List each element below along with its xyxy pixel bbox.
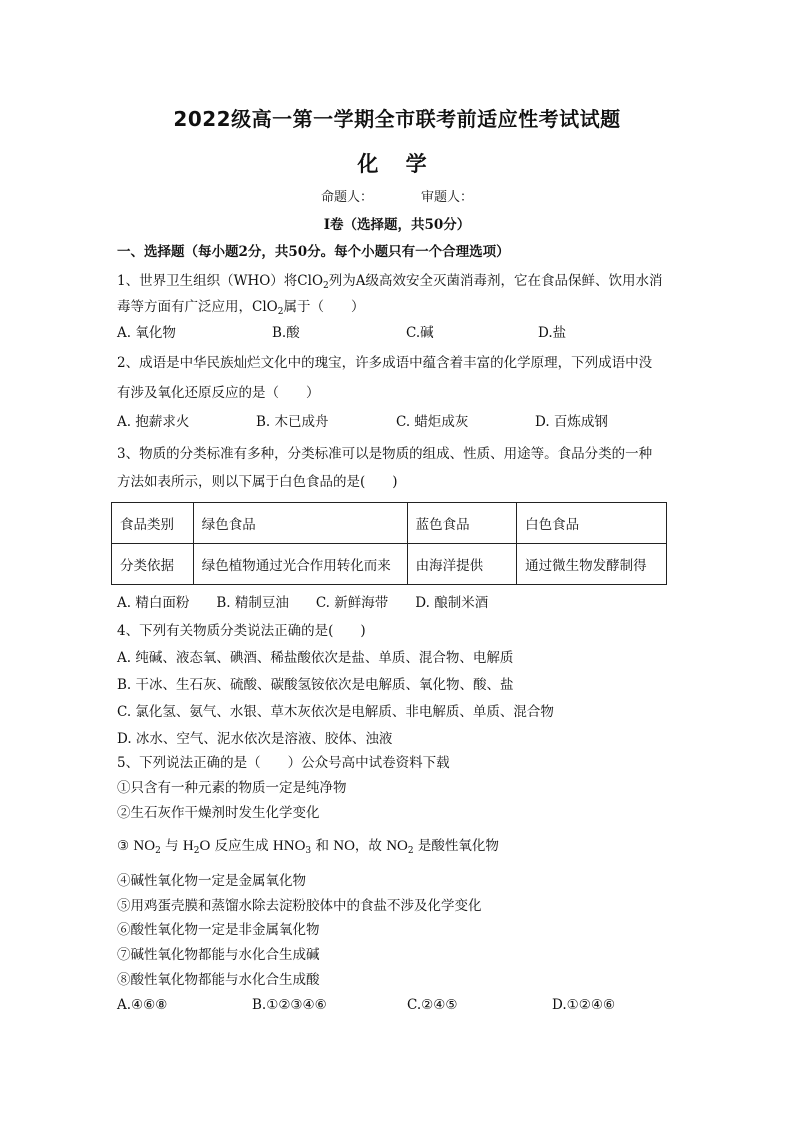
author-line [0,186,794,205]
q3-stem-line1: 3、物质的分类标准有多种，分类标准可以是物质的组成、性质、用途等。食品分类的一种 [117,446,653,462]
q2-option-c: C. 蜡炬成灰 [396,414,469,430]
q5-statement-7: ⑦碱性氧化物都能与水化合生成碱 [117,947,320,963]
table-cell: 蓝色食品 [407,503,517,544]
q5-statement-2: ②生石灰作干燥剂时发生化学变化 [117,805,320,821]
q5-statement-6: ⑥酸性氧化物一定是非金属氧化物 [117,922,320,938]
table-cell: 分类依据 [112,544,194,585]
table-cell: 绿色食品 [193,503,407,544]
q5-statement-5: ⑤用鸡蛋壳膜和蒸馏水除去淀粉胶体中的食盐不涉及化学变化 [117,898,482,914]
q3-stem-line2: 方法如表所示，则以下属于白色食品的是( ) [117,474,398,490]
q4-option-a: A. 纯碱、液态氧、碘酒、稀盐酸依次是盐、单质、混合物、电解质 [117,650,514,666]
q5-stem: 5、下列说法正确的是（ ）公众号高中试卷资料下载 [117,755,450,771]
q4-option-b: B. 干冰、生石灰、硫酸、碳酸氢铵依次是电解质、氧化物、酸、盐 [117,677,514,693]
q4-option-c: C. 氯化氢、氨气、水银、草木灰依次是电解质、非电解质、单质、混合物 [117,704,554,720]
section-heading: 一、选择题（每小题2分，共50分。每个小题只有一个合理选项） [117,244,510,260]
subject-title: 化 学 [357,152,437,176]
q1-stem-line2: 毒等方面有广泛应用，ClO$_2$属于（ ） [117,299,365,317]
exam-title: 2022级高一第一学期全市联考前适应性考试试题 [173,107,621,131]
table-row [112,544,667,585]
author-label: 命题人： [320,190,373,205]
q5-option-c: C.②④⑤ [407,997,458,1013]
q5-statement-8: ⑧酸性氧化物都能与水化合生成酸 [117,972,320,988]
q2-stem-line1: 2、成语是中华民族灿烂文化中的瑰宝，许多成语中蕴含着丰富的化学原理，下列成语中没 [117,355,653,371]
volume-heading: Ⅰ卷（选择题，共50分） [323,217,471,233]
q1-option-d: D.盐 [538,325,567,341]
table-cell: 白色食品 [517,503,667,544]
q4-option-d: D. 冰水、空气、泥水依次是溶液、胶体、浊液 [117,731,393,747]
q5-option-b: B.①②③④⑥ [252,997,327,1013]
q1-option-c: C.碱 [406,325,434,341]
table-cell: 绿色植物通过光合作用转化而来 [193,544,407,585]
q2-option-a: A. 抱薪求火 [117,414,190,430]
q2-option-b: B. 木已成舟 [256,414,329,430]
reviewer-label: 审题人： [421,190,474,205]
food-classification-table [111,502,667,585]
q3-options: A. 精白面粉 B. 精制豆油 C. 新鲜海带 D. 酿制米酒 [117,595,489,611]
q5-statement-1: ①只含有一种元素的物质一定是纯净物 [117,780,347,796]
q5-option-d: D.①②④⑥ [552,997,616,1013]
table-cell: 由海洋提供 [407,544,517,585]
q2-stem-line2: 有涉及氧化还原反应的是（ ） [117,385,320,401]
q5-option-a: A.④⑥⑧ [117,997,168,1013]
q1-stem-line1: 1、世界卫生组织（WHO）将ClO$_2$列为A级高效安全灭菌消毒剂，它在食品保鲜、饮用水消 [117,273,663,291]
table-row [112,503,667,544]
q5-statement-3: ③ $NO_2$ 与 $H_2O$ 反应生成 $HNO_3$ 和 NO，故 $NO_2$ 是酸性氧化物 [117,838,499,856]
q2-option-d: D. 百炼成钢 [535,414,608,430]
table-cell: 食品类别 [112,503,194,544]
q1-option-a: A. 氧化物 [117,325,176,341]
q5-statement-4: ④碱性氧化物一定是金属氧化物 [117,873,306,889]
q4-stem: 4、下列有关物质分类说法正确的是( ) [117,623,366,639]
q1-option-b: B.酸 [272,325,300,341]
table-cell: 通过微生物发酵制得 [517,544,667,585]
